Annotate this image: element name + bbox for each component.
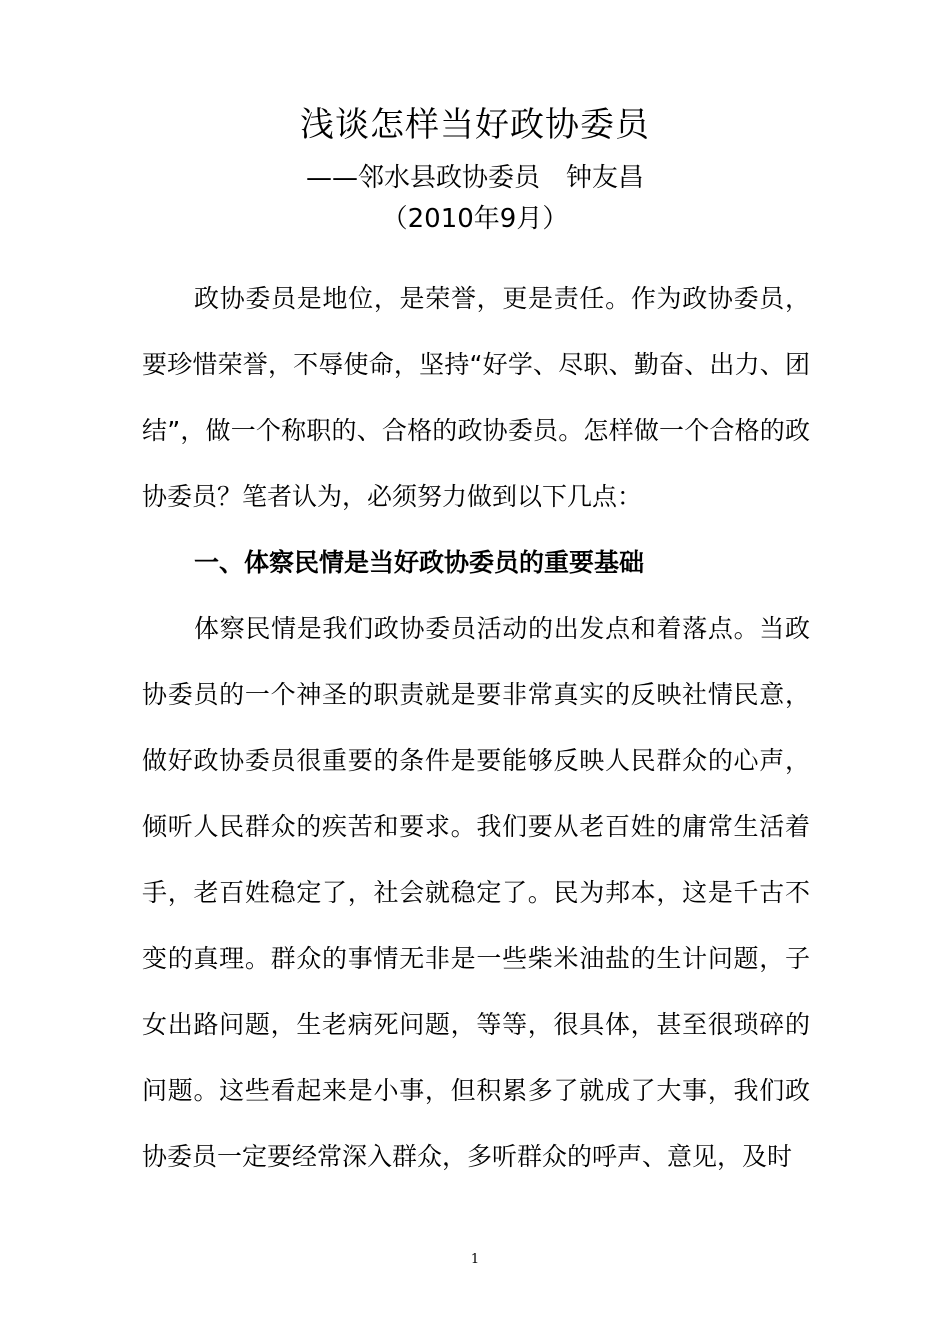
document-title: 浅谈怎样当好政协委员: [300, 105, 650, 145]
paragraph-section-1: 体察民情是我们政协委员活动的出发点和着落点。当政协委员的一个神圣的职责就是要非常真实的反映社情民意，做好政协委员很重要的条件是要能够反映人民群众的心声，倾听人民群众的疾苦和要求。我们要从老百姓的庸常生活着手，老百姓稳定了，社会就稳定了。民为邦本，这是千古不变的真理。群众的事情无非是一些柴米油盐的生计问题，子女出路问题，生老病死问题，等等，很具体，甚至很琐碎的问题。这些看起来是小事，但积累多了就成了大事，我们政协委员一定要经常深入群众，多听群众的呼声、意见，及时: [142, 614, 810, 1171]
section-heading-1: 一、体察民情是当好政协委员的重要基础: [194, 548, 645, 577]
document-subtitle: ——邻水县政协委员 钟友昌: [305, 163, 644, 193]
page-number: 1: [470, 1252, 480, 1267]
paragraph-intro: 政协委员是地位，是荣誉，更是责任。作为政协委员，要珍惜荣誉，不辱使命，坚持“好学、尽职、勤奋、出力、团结”，做一个称职的、合格的政协委员。怎样做一个合格的政协委员？笔者认为，必须努力做到以下几点：: [142, 284, 810, 511]
document-date: （2010年9月）: [381, 204, 569, 234]
